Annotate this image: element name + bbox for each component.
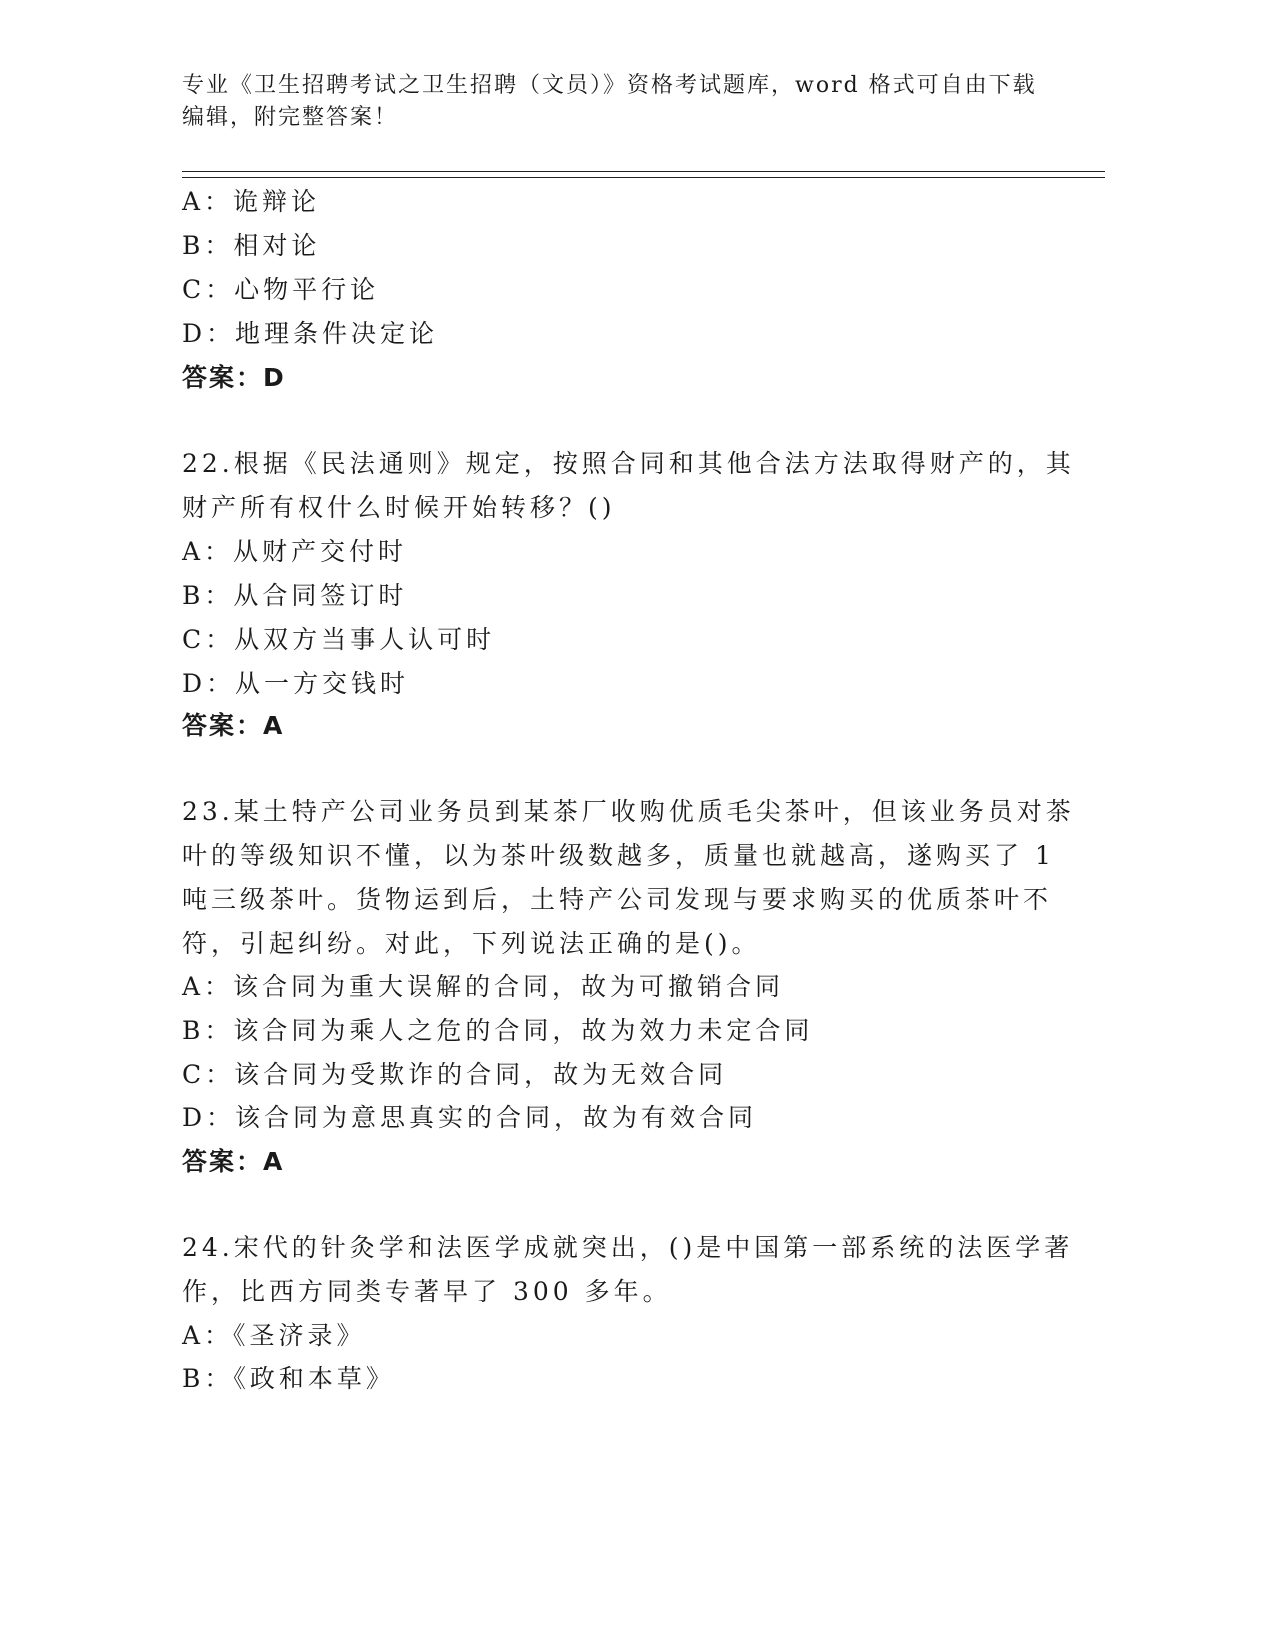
q21-answer: 答案：D — [182, 363, 286, 392]
q23-option-d: D：该合同为意思真实的合同，故为有效合同 — [182, 1103, 758, 1132]
header-rule-bottom — [182, 177, 1105, 178]
q22-stem-line-2: 财产所有权什么时候开始转移？() — [182, 493, 616, 522]
q24-stem-line-2: 作，比西方同类专著早了 300 多年。 — [182, 1277, 672, 1306]
q24-option-b: B：《政和本草》 — [182, 1364, 395, 1393]
q24-stem-line-1: 24.宋代的针灸学和法医学成就突出，()是中国第一部系统的法医学著 — [182, 1233, 1074, 1262]
q23-option-a: A：该合同为重大误解的合同，故为可撤销合同 — [182, 972, 785, 1001]
q23-option-c: C：该合同为受欺诈的合同，故为无效合同 — [182, 1060, 728, 1089]
header-line-1: 专业《卫生招聘考试之卫生招聘（文员）》资格考试题库，word 格式可自由下载 — [182, 73, 1037, 98]
header-rule-top — [182, 171, 1105, 172]
q22-option-c: C：从双方当事人认可时 — [182, 625, 496, 654]
q21-option-b: B：相对论 — [182, 231, 321, 260]
q23-stem-line-2: 叶的等级知识不懂，以为茶叶级数越多，质量也就越高，遂购买了 1 — [182, 841, 1055, 870]
header-line-2: 编辑，附完整答案！ — [182, 105, 399, 130]
q21-option-c: C：心物平行论 — [182, 275, 380, 304]
q23-stem-line-1: 23.某土特产公司业务员到某茶厂收购优质毛尖茶叶，但该业务员对茶 — [182, 797, 1075, 826]
q24-option-a: A：《圣济录》 — [182, 1321, 366, 1350]
q23-answer: 答案：A — [182, 1147, 285, 1176]
q21-option-d: D：地理条件决定论 — [182, 319, 439, 348]
document-header — [182, 70, 1062, 134]
q23-stem-line-4: 符，引起纠纷。对此，下列说法正确的是()。 — [182, 929, 761, 958]
q22-option-b: B：从合同签订时 — [182, 581, 408, 610]
q22-answer: 答案：A — [182, 711, 285, 740]
q22-option-a: A：从财产交付时 — [182, 537, 408, 566]
q21-option-a: A：诡辩论 — [182, 187, 321, 216]
q23-stem-line-3: 吨三级茶叶。货物运到后，土特产公司发现与要求购买的优质茶叶不 — [182, 885, 1053, 914]
q23-option-b: B：该合同为乘人之危的合同，故为效力未定合同 — [182, 1016, 814, 1045]
q22-stem-line-1: 22.根据《民法通则》规定，按照合同和其他合法方法取得财产的，其 — [182, 449, 1075, 478]
q22-option-d: D：从一方交钱时 — [182, 669, 410, 698]
